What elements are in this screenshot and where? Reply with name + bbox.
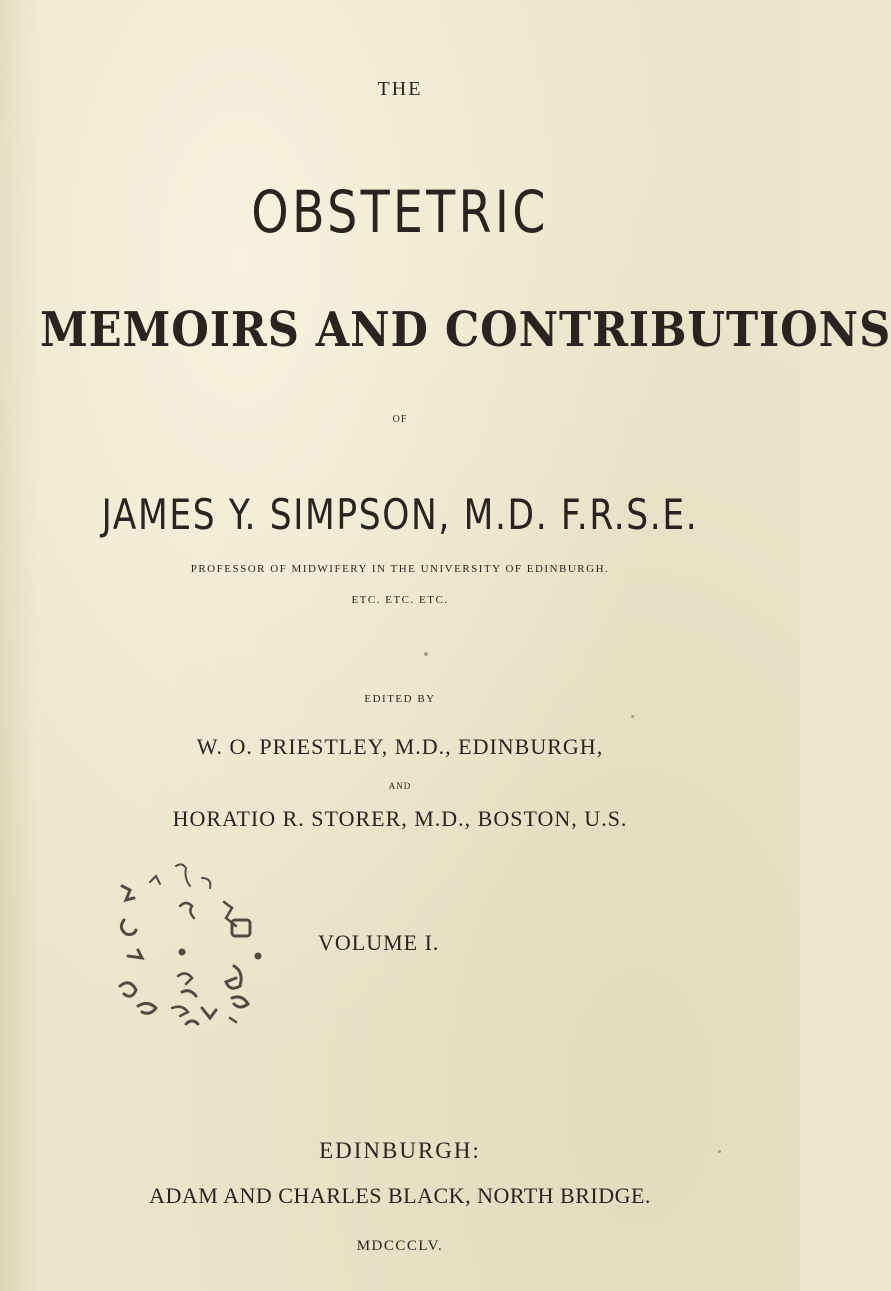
of-text: OF: [392, 414, 408, 425]
etc-line: ETC. ETC. ETC.: [351, 594, 449, 606]
book-title-sub: MEMOIRS AND CONTRIBUTIONS: [40, 302, 891, 358]
author-affiliation: PROFESSOR OF MIDWIFERY IN THE UNIVERSITY OF EDINBURGH.: [190, 563, 610, 575]
the-heading: THE: [377, 78, 423, 100]
editor-storer: HORATIO R. STORER, M.D., BOSTON, U.S.: [172, 806, 628, 831]
edited-by-label: EDITED BY: [364, 693, 436, 705]
book-title-main: OBSTETRIC: [251, 178, 549, 246]
library-ink-stamp-icon: [112, 858, 262, 1028]
and-text: AND: [388, 781, 412, 791]
publisher-name: ADAM AND CHARLES BLACK, NORTH BRIDGE.: [149, 1183, 651, 1208]
paper-speck: [718, 1150, 721, 1153]
publication-date: MDCCCLV.: [356, 1238, 444, 1254]
publication-city: EDINBURGH:: [319, 1138, 481, 1163]
paper-speck: [631, 715, 634, 718]
volume-number: VOLUME I.: [318, 930, 440, 955]
editor-priestley: W. O. PRIESTLEY, M.D., EDINBURGH,: [196, 734, 604, 759]
author-name: JAMES Y. SIMPSON, M.D. F.R.S.E.: [101, 490, 699, 539]
paper-speck: [424, 652, 428, 656]
